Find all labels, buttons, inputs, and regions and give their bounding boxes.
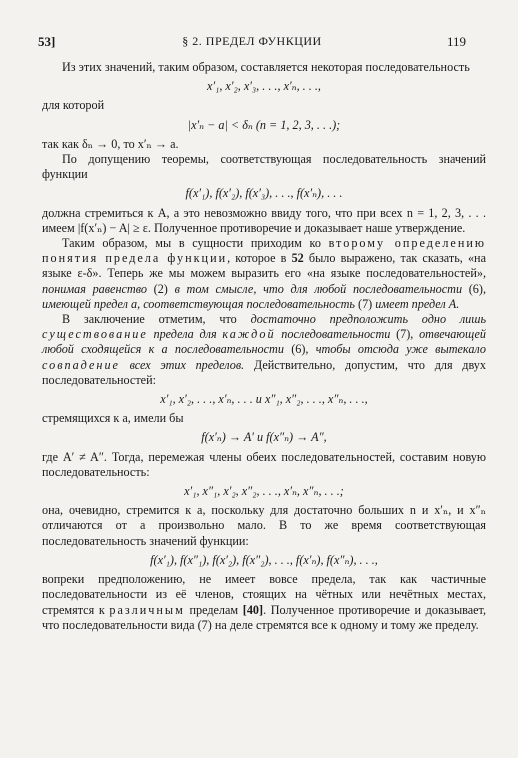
formula-merged-sequence: x′₁, x″₁, x′₂, x″₂, . . ., x′ₙ, x″ₙ, . . .; <box>184 484 344 499</box>
text-line-3: стремящихся к a, имели бы <box>42 411 184 426</box>
paragraph-3: должна стремиться к A, а это невозможно ввиду того, что при всех n = 1, 2, 3, . . . имеем |f(x′ₙ) − A| ≥ ε. Полученное противоречие и доказывает наше утверждение. <box>42 205 486 235</box>
running-header <box>38 34 466 52</box>
text-line-2: так как δₙ → 0, то x′ₙ → a. <box>42 136 179 151</box>
formula-limits: f(x′ₙ) → A′ и f(x″ₙ) → A″, <box>201 430 327 445</box>
formula-sequence-x: x′₁, x′₂, x′₃, . . ., x′ₙ, . . ., <box>207 79 321 94</box>
paragraph-7: она, очевидно, стремится к a, поскольку для достаточно больших n и x′ₙ, и x″ₙ отличаются от a произвольно мало. В то же время соответствующая последовательность значений функции: <box>42 503 486 548</box>
text-line-1: для которой <box>42 98 105 113</box>
running-title: § 2. ПРЕДЕЛ ФУНКЦИИ <box>182 34 322 48</box>
paragraph-6: где A′ ≠ A″. Тогда, перемежая члены обеих последовательностей, составим новую последовательность: <box>42 449 486 479</box>
formula-two-sequences: x′₁, x′₂, . . ., x′ₙ, . . . и x″₁, x″₂, . . ., x″ₙ, . . ., <box>160 392 368 407</box>
paragraph-4: Таким образом, мы в сущности приходим ко второму определению понятия предела функции, которое в 52 было выражено, так сказать, «на языке ε-δ». Теперь же мы можем выразить его «на языке последовательностей», понимая равенство (2) в том смысле, что для любой последовательности (6), имеющей предел a, соответствующая последовательность (7) имеет предел A. <box>42 236 487 311</box>
paragraph-5: В заключение отметим, что достаточно предположить одно лишь существование предела для каждой последовательности (7), отвечающей любой сходящейся к a последовательности (6), чтобы отсюда уже вытекало совпадение всех этих пределов. Действительно, допустим, что для двух последовательностей: <box>42 312 487 387</box>
formula-inequality: |x′ₙ − a| < δₙ (n = 1, 2, 3, . . .); <box>187 117 341 132</box>
page-number: 119 <box>446 34 466 49</box>
paragraph-1: Из этих значений, таким образом, составляется некоторая последовательность <box>62 60 470 74</box>
formula-merged-values: f(x′₁), f(x″₁), f(x′₂), f(x″₂), . . ., f(x′ₙ), f(x″ₙ), . . ., <box>150 552 378 567</box>
page-body <box>42 60 486 633</box>
paragraph-8: вопреки предположению, не имеет вовсе предела, так как частичные последовательности из её членов, стоящих на чётных или нечётных местах, стремятся к различным пределам [40]. Полученное противоречие и доказывает, что последовательности вида (7) на деле стремятся все к одному и тому же пределу. <box>42 572 486 632</box>
paragraph-2: По допущению теоремы, соответствующая последовательность значений функции <box>42 152 486 182</box>
section-number: 53] <box>38 34 56 49</box>
formula-sequence-f: f(x′₁), f(x′₂), f(x′₃), . . ., f(x′ₙ), . . . <box>185 186 343 201</box>
